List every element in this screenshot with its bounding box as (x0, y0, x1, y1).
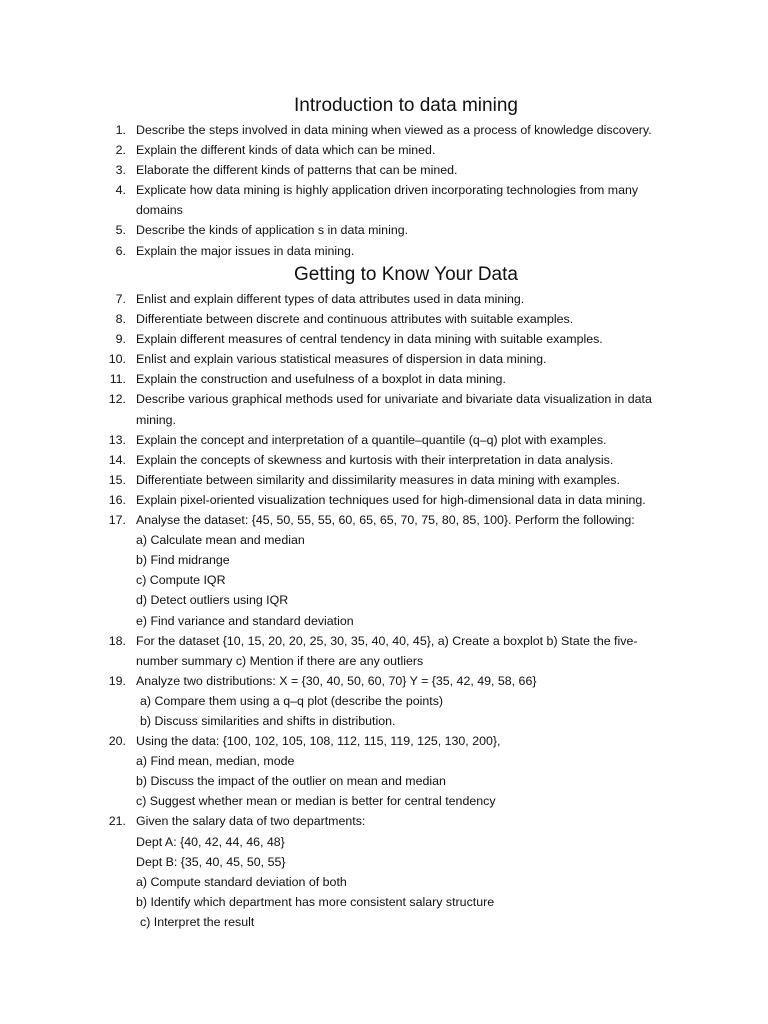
item-number: 20. (108, 734, 126, 749)
item-number: 10. (108, 352, 126, 367)
item-text: For the dataset {10, 15, 20, 20, 25, 30, 35, 40, 40, 45}, a) Create a boxplot b) State the five-number summary c) Mention if there are any outliers (136, 633, 638, 668)
list-item (0, 140, 768, 160)
item-number: 4. (115, 183, 126, 198)
item-number: 9. (115, 332, 126, 347)
item-number: 17. (108, 513, 126, 528)
item-text: Enlist and explain different types of data attributes used in data mining. (136, 292, 525, 306)
list-item (0, 389, 768, 429)
item-number: 7. (115, 292, 126, 306)
sub-item: a) Compute standard deviation of both (136, 874, 347, 889)
item-text: Differentiate between similarity and dissimilarity measures in data mining with examples. (136, 472, 620, 487)
sub-item: d) Detect outliers using IQR (136, 593, 289, 608)
item-number: 12. (108, 392, 126, 407)
section-title-know-your-data: Getting to Know Your Data (294, 264, 518, 285)
list-item (0, 430, 768, 450)
item-text: Explain different measures of central tendency in data mining with suitable examples. (136, 332, 603, 347)
list-item (0, 241, 768, 261)
list-item (0, 289, 768, 309)
item-text: Given the salary data of two departments: (136, 814, 366, 829)
list-item (0, 510, 768, 530)
question-list-know-your-data (0, 289, 768, 932)
question-list-introduction (0, 120, 768, 261)
item-number: 3. (115, 163, 126, 178)
item-text: Describe the steps involved in data mining when viewed as a process of knowledge discovery. (136, 123, 652, 137)
item-text: Explain the concepts of skewness and kurtosis with their interpretation in data analysis. (136, 452, 614, 467)
item-number: 19. (108, 673, 126, 688)
list-item (0, 631, 768, 671)
list-item (0, 349, 768, 369)
list-item (0, 671, 768, 691)
sub-item: Dept B: {35, 40, 45, 50, 55} (136, 854, 286, 869)
item-number: 1. (115, 123, 126, 137)
list-item (0, 490, 768, 510)
item-text: Describe various graphical methods used for univariate and bivariate data visualization in data mining. (136, 392, 652, 427)
item-text: Explain the construction and usefulness of a boxplot in data mining. (136, 372, 506, 387)
item-text: Enlist and explain various statistical measures of dispersion in data mining. (136, 352, 547, 367)
item-number: 13. (108, 432, 126, 447)
item-number: 6. (115, 243, 126, 258)
list-item (0, 811, 768, 831)
item-text: Differentiate between discrete and continuous attributes with suitable examples. (136, 312, 574, 327)
list-item (0, 160, 768, 180)
sub-item: e) Find variance and standard deviation (136, 613, 354, 628)
item-number: 15. (108, 472, 126, 487)
list-item (0, 180, 768, 220)
item-number: 14. (108, 452, 126, 467)
item-text: Describe the kinds of application s in data mining. (136, 223, 409, 238)
sub-item: a) Find mean, median, mode (136, 754, 295, 769)
sub-item: b) Discuss the impact of the outlier on mean and median (136, 774, 446, 789)
item-text: Analyse the dataset: {45, 50, 55, 55, 60, 65, 65, 70, 75, 80, 85, 100}. Perform the following: (136, 513, 635, 528)
list-item (0, 309, 768, 329)
sub-item: Dept A: {40, 42, 44, 46, 48} (136, 834, 285, 849)
sub-item: a) Compare them using a q–q plot (describe the points) (140, 693, 444, 708)
item-number: 18. (108, 633, 126, 648)
list-item (0, 450, 768, 470)
item-number: 16. (108, 492, 126, 507)
item-number: 5. (115, 223, 126, 238)
list-item (0, 470, 768, 490)
sub-item: c) Suggest whether mean or median is better for central tendency (136, 794, 496, 809)
sub-item: c) Interpret the result (140, 914, 255, 929)
list-item (0, 731, 768, 751)
item-text: Explain the major issues in data mining. (136, 243, 355, 258)
section-title-introduction: Introduction to data mining (294, 95, 518, 116)
item-text: Explain pixel-oriented visualization techniques used for high-dimensional data in data mining. (136, 492, 646, 507)
item-number: 2. (115, 143, 126, 158)
sub-item: a) Calculate mean and median (136, 533, 305, 548)
item-text: Analyze two distributions: X = {30, 40, 50, 60, 70} Y = {35, 42, 49, 58, 66} (136, 673, 537, 688)
sub-item: c) Compute IQR (136, 573, 226, 588)
item-number: 21. (108, 814, 126, 829)
sub-item: b) Identify which department has more consistent salary structure (136, 894, 495, 909)
list-item (0, 369, 768, 389)
item-number: 11. (109, 372, 126, 387)
item-number: 8. (115, 312, 126, 327)
item-text: Elaborate the different kinds of patterns that can be mined. (136, 163, 458, 178)
list-item (0, 220, 768, 240)
list-item (0, 329, 768, 349)
list-item (0, 120, 768, 140)
item-text: Explain the concept and interpretation of a quantile–quantile (q–q) plot with examples. (136, 432, 607, 447)
item-text: Using the data: {100, 102, 105, 108, 112, 115, 119, 125, 130, 200}, (136, 734, 501, 749)
item-text: Explain the different kinds of data which can be mined. (136, 143, 436, 158)
sub-item: b) Discuss similarities and shifts in distribution. (140, 713, 396, 728)
item-text: Explicate how data mining is highly application driven incorporating technologies from many domains (136, 183, 639, 218)
sub-item: b) Find midrange (136, 553, 230, 568)
